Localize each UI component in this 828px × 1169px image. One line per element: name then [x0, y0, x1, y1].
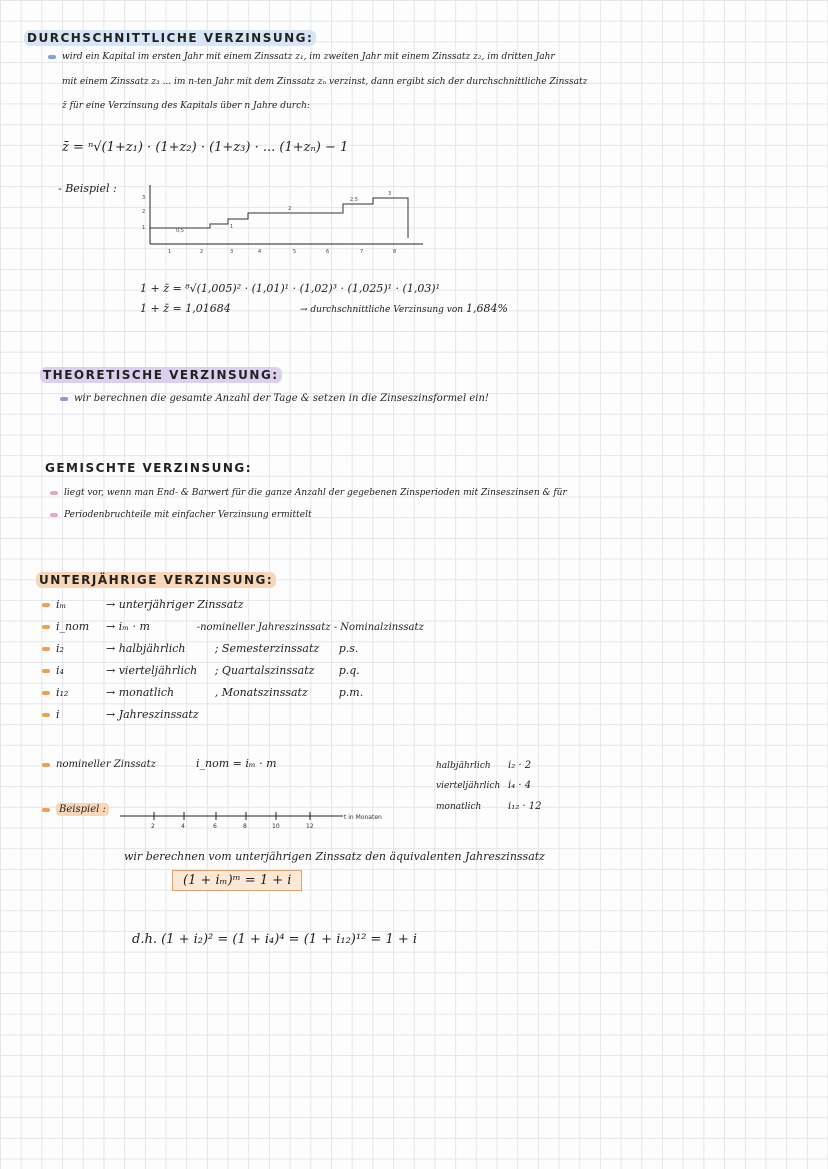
rate-row — [42, 620, 424, 633]
s3-line1: liegt vor, wenn man End- & Barwert für die ganze Anzahl der gegebenen Zinsperioden mit Zinseszinsen & für — [64, 488, 567, 498]
bullet-dash-icon — [42, 603, 50, 607]
interest-step-chart — [138, 180, 428, 260]
chart-bar-label: 0,5 — [176, 228, 184, 234]
timeline-unit: t in Monaten — [344, 814, 382, 821]
timeline-label: 8 — [243, 823, 247, 830]
example-label-1: - Beispiel : — [58, 182, 117, 195]
timeline-label: 10 — [272, 823, 280, 830]
bullet-dash-icon — [48, 55, 56, 59]
calc-line-2: 1 + z̄ = 1,01684 — [140, 302, 231, 315]
rate-type: ; Quartalszinssatz — [214, 664, 315, 677]
boxed-formula: (1 + iₘ)ᵐ = 1 + i — [172, 870, 302, 891]
s3-text-line-2 — [50, 510, 312, 520]
bullet-dash-icon — [50, 491, 58, 495]
calc-result: 1,684% — [466, 302, 508, 315]
timeline-label: 6 — [213, 823, 217, 830]
freq-label: halbjährlich — [436, 761, 491, 771]
rate-desc: unterjähriger Zinssatz — [118, 598, 244, 611]
chart-bar-label: 2 — [288, 206, 292, 212]
s3-line2: Periodenbruchteile mit einfacher Verzinsung ermittelt — [64, 510, 312, 520]
s2-text-line-1 — [60, 393, 489, 404]
s1-line1: wird ein Kapital im ersten Jahr mit einem Zinssatz z₁, im zweiten Jahr mit einem Zinssatz z₂, im dritten Jahr — [62, 52, 555, 62]
chart-x-tick: 6 — [326, 249, 330, 255]
rate-desc: iₘ · m — [118, 620, 150, 633]
bullet-dash-icon — [42, 713, 50, 717]
freq-row — [436, 760, 531, 771]
rate-symbol: iₘ — [56, 598, 67, 611]
rate-desc: Jahreszinssatz — [118, 708, 199, 721]
rate-symbol: i — [56, 708, 60, 721]
chart-x-tick: 5 — [293, 249, 297, 255]
rate-symbol: i₄ — [56, 664, 64, 677]
section-title-gemischte: GEMISCHTE VERZINSUNG: — [45, 461, 253, 475]
bullet-dash-icon — [42, 808, 50, 812]
freq-formula: i₂ · 2 — [508, 760, 532, 771]
freq-formula: i₄ · 4 — [508, 780, 532, 791]
rate-desc: vierteljährlich — [118, 664, 198, 677]
chart-x-tick: 1 — [168, 249, 172, 255]
bullet-dash-icon — [42, 647, 50, 651]
rate-row — [42, 664, 360, 677]
rate-type: ; Semesterzinssatz — [214, 642, 320, 655]
chart-step-line — [150, 198, 408, 238]
rate-abbr: p.m. — [338, 686, 364, 699]
rate-symbol: i₁₂ — [56, 686, 69, 699]
arrow-icon: → — [106, 664, 116, 677]
nominal-formula: i_nom = iₘ · m — [196, 757, 277, 770]
arrow-icon: → — [106, 642, 116, 655]
freq-label: monatlich — [436, 802, 482, 812]
rate-desc: halbjährlich — [118, 642, 186, 655]
rate-row — [42, 686, 363, 699]
arrow-icon: → — [106, 598, 116, 611]
freq-row — [436, 780, 531, 791]
freq-formula: i₁₂ · 12 — [508, 801, 542, 812]
bullet-dash-icon — [42, 691, 50, 695]
s1-text-line-1 — [48, 52, 555, 62]
rate-abbr: p.s. — [338, 642, 359, 655]
s1-text-line-2: mit einem Zinssatz z₃ ... im n-ten Jahr mit dem Zinssatz zₙ verzinst, dann ergibt sich der durchschnittliche Zinssatz — [62, 77, 588, 87]
formula-average-rate: z̄ = ⁿ√(1+z₁) · (1+z₂) · (1+z₃) · ... (1+zₙ) − 1 — [62, 140, 349, 155]
bullet-dash-icon — [50, 513, 58, 517]
bullet-dash-icon — [42, 763, 50, 767]
bullet-dash-icon — [42, 625, 50, 629]
chart-x-tick: 7 — [360, 249, 364, 255]
calc-note: → durchschnittliche Verzinsung von — [300, 305, 464, 315]
rate-row — [42, 642, 358, 655]
timeline-label: 12 — [306, 823, 314, 830]
s1-text-line-3: z̄ für eine Verzinsung des Kapitals über n Jahre durch: — [62, 101, 310, 111]
chart-y-tick: 1 — [142, 225, 146, 231]
example-2-row — [42, 804, 109, 815]
bullet-dash-icon — [42, 669, 50, 673]
bullet-dash-icon — [60, 397, 68, 401]
nominal-rate-line — [42, 757, 277, 770]
rate-row — [42, 708, 199, 721]
chart-x-tick: 4 — [258, 249, 262, 255]
s3-text-line-1 — [50, 488, 567, 498]
rate-row — [42, 598, 244, 611]
arrow-icon: → — [106, 620, 116, 633]
calc-line-1: 1 + z̄ = ⁸√(1,005)² · (1,01)¹ · (1,02)³ · (1,025)¹ · (1,03)¹ — [140, 282, 441, 295]
month-timeline — [118, 806, 408, 830]
example-label-2: Beispiel : — [56, 803, 109, 816]
section-title-durchschnittliche: DURCHSCHNITTLICHE VERZINSUNG: — [24, 30, 316, 46]
chart-x-tick: 2 — [200, 249, 204, 255]
arrow-icon: → — [106, 708, 116, 721]
chart-y-tick: 3 — [142, 195, 146, 201]
section-title-unterjaehrige: UNTERJÄHRIGE VERZINSUNG: — [36, 572, 276, 588]
equiv-text: wir berechnen vom unterjährigen Zinssatz den äquivalenten Jahreszinssatz — [124, 850, 545, 863]
chart-bar-label: 3 — [388, 191, 392, 197]
arrow-icon: → — [106, 686, 116, 699]
nominal-label: nomineller Zinssatz — [56, 759, 156, 770]
chart-x-tick: 3 — [230, 249, 234, 255]
chart-bar-label: 2,5 — [350, 197, 358, 203]
rate-symbol: i₂ — [56, 642, 64, 655]
freq-label: vierteljährlich — [436, 781, 501, 791]
freq-row — [436, 801, 541, 812]
chart-x-tick: 8 — [393, 249, 397, 255]
timeline-label: 4 — [181, 823, 185, 830]
dh-formula: d.h. (1 + i₂)² = (1 + i₄)⁴ = (1 + i₁₂)¹² = 1 + i — [132, 932, 418, 947]
rate-type: -nomineller Jahreszinssatz - Nominalzinssatz — [196, 622, 424, 633]
chart-bar-label: 1 — [230, 224, 234, 230]
timeline-label: 2 — [151, 823, 155, 830]
rate-type: , Monatszinssatz — [214, 686, 308, 699]
rate-abbr: p.q. — [338, 664, 360, 677]
s2-line1: wir berechnen die gesamte Anzahl der Tage & setzen in die Zinseszinsformel ein! — [74, 393, 489, 404]
section-title-theoretische: THEORETISCHE VERZINSUNG: — [40, 367, 282, 383]
rate-symbol: i_nom — [56, 620, 90, 633]
chart-y-tick: 2 — [142, 209, 146, 215]
rate-desc: monatlich — [118, 686, 175, 699]
